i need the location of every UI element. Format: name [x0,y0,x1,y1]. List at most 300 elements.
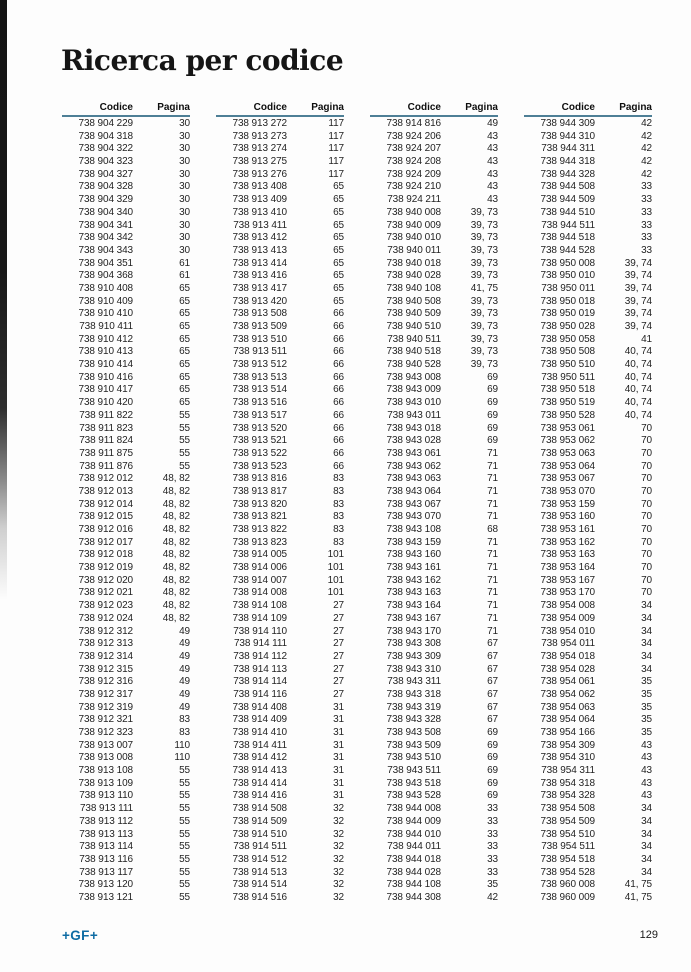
page-cell: 33 [487,866,498,878]
table-row [216,270,344,283]
column-header-pagina: Pagina [465,102,498,113]
page-cell: 70 [641,485,652,497]
code-cell: 738 944 318 [540,156,595,168]
page-cell: 70 [641,435,652,447]
page-cell: 39, 74 [624,270,652,282]
page-cell: 65 [179,295,190,307]
page-cell: 70 [641,511,652,523]
code-cell: 738 904 329 [78,194,133,206]
page-cell: 48, 82 [162,549,190,561]
table-row [62,778,190,791]
table-row [370,803,498,816]
code-table-column-4 [524,102,652,905]
page-cell: 41, 75 [470,282,498,294]
column-header-pagina: Pagina [157,102,190,113]
table-row [370,207,498,220]
page-cell: 69 [487,777,498,789]
code-cell: 738 943 067 [386,498,441,510]
table-row [524,435,652,448]
code-cell: 738 914 109 [232,612,287,624]
table-row [216,346,344,359]
page-cell: 31 [333,739,344,751]
table-row [370,689,498,702]
page-cell: 101 [327,587,344,599]
table-row [62,207,190,220]
code-cell: 738 912 312 [78,625,133,637]
code-cell: 738 914 411 [233,739,287,751]
code-cell: 738 910 420 [78,397,133,409]
code-cell: 738 913 823 [232,536,287,548]
table-row [524,397,652,410]
table-row [524,194,652,207]
page-cell: 83 [333,473,344,485]
page-cell: 40, 74 [624,359,652,371]
code-cell: 738 954 508 [540,803,595,815]
code-cell: 738 914 508 [232,803,287,815]
code-cell: 738 943 164 [386,600,441,612]
page-cell: 27 [333,663,344,675]
page-cell: 65 [179,321,190,332]
table-row [370,626,498,639]
page-cell: 65 [333,232,344,244]
table-row [370,232,498,245]
code-cell: 738 924 206 [386,130,441,142]
page-cell: 33 [641,206,652,218]
table-row [524,562,652,575]
page-cell: 39, 73 [470,321,498,332]
table-row [370,664,498,677]
table-row [62,765,190,778]
table-row [524,321,652,334]
code-cell: 738 910 408 [78,282,133,294]
table-row [370,245,498,258]
page-cell: 35 [641,714,652,726]
table-row [370,638,498,651]
page-cell: 34 [641,841,652,853]
code-cell: 738 954 018 [540,650,595,662]
table-row [62,232,190,245]
code-table-column-3 [370,102,498,905]
page-cell: 55 [179,777,190,789]
page-cell: 61 [179,257,190,269]
code-cell: 738 954 328 [540,790,595,802]
code-cell: 738 913 007 [78,739,133,751]
table-row [62,689,190,702]
page-cell: 39, 73 [470,257,498,269]
page-cell: 33 [641,219,652,231]
table-row [216,549,344,562]
code-cell: 738 943 061 [386,447,441,459]
page-cell: 34 [641,815,652,827]
code-cell: 738 914 108 [232,600,287,612]
code-cell: 738 943 008 [386,371,441,383]
code-cell: 738 954 318 [540,777,595,789]
code-cell: 738 953 061 [540,422,595,434]
code-cell: 738 943 328 [386,714,441,726]
code-cell: 738 913 516 [232,397,287,409]
table-row [216,169,344,182]
code-cell: 738 940 028 [386,270,441,282]
code-cell: 738 912 015 [78,511,133,523]
code-cell: 738 912 319 [78,701,133,713]
code-cell: 738 911 876 [79,460,133,472]
table-row [62,867,190,880]
table-row [62,258,190,271]
page-cell: 83 [333,511,344,523]
table-row [524,143,652,156]
page-cell: 65 [333,194,344,206]
page-cell: 30 [179,181,190,193]
code-cell: 738 904 342 [78,232,133,244]
code-cell: 738 943 308 [386,638,441,650]
table-row [524,626,652,639]
code-cell: 738 913 417 [232,282,287,294]
code-cell: 738 904 322 [78,143,133,155]
code-cell: 738 912 013 [78,485,133,497]
code-cell: 738 913 511 [233,346,287,358]
header-rule [216,115,344,117]
page-cell: 71 [487,460,498,472]
table-row [216,600,344,613]
table-row [370,181,498,194]
code-cell: 738 914 512 [232,853,287,865]
table-row [370,575,498,588]
code-cell: 738 943 010 [386,397,441,409]
table-row [524,803,652,816]
page-cell: 35 [641,676,652,688]
code-cell: 738 913 113 [79,828,133,840]
code-cell: 738 953 163 [540,549,595,561]
code-cell: 738 943 161 [386,562,441,574]
code-cell: 738 940 008 [386,206,441,218]
table-row [62,270,190,283]
table-row [62,727,190,740]
page-cell: 101 [327,562,344,574]
table-row [62,613,190,626]
page-cell: 70 [641,524,652,535]
table-row [216,778,344,791]
page-cell: 101 [327,574,344,586]
table-row [524,372,652,385]
code-cell: 738 943 011 [387,409,441,421]
table-row [62,359,190,372]
table-row [62,410,190,423]
table-row [62,156,190,169]
page-cell: 33 [641,181,652,193]
code-cell: 738 954 510 [540,828,595,840]
page-cell: 39, 73 [470,333,498,345]
table-row [370,283,498,296]
page-cell: 70 [641,447,652,459]
table-row [216,816,344,829]
page-cell: 48, 82 [162,562,190,574]
table-row [216,575,344,588]
page-cell: 34 [641,625,652,637]
code-cell: 738 944 510 [540,206,595,218]
page-cell: 65 [333,257,344,269]
page-cell: 42 [641,168,652,180]
code-cell: 738 940 518 [386,346,441,358]
code-cell: 738 912 314 [78,650,133,662]
page-cell: 71 [487,562,498,574]
page-cell: 49 [179,688,190,700]
code-cell: 738 943 508 [386,727,441,738]
page-cell: 71 [487,612,498,624]
code-cell: 738 913 509 [232,321,287,332]
page-cell: 71 [487,625,498,637]
page-cell: 48, 82 [162,485,190,497]
page-cell: 65 [333,219,344,231]
table-row [370,702,498,715]
page-cell: 55 [179,803,190,815]
table-row [62,486,190,499]
page-cell: 27 [333,676,344,688]
code-cell: 738 913 410 [232,206,287,218]
table-row [62,892,190,905]
table-row [524,714,652,727]
table-row [370,651,498,664]
code-cell: 738 913 276 [232,168,287,180]
table-row [524,473,652,486]
page-cell: 66 [333,409,344,421]
page-cell: 83 [179,727,190,738]
code-cell: 738 943 310 [386,663,441,675]
table-row [216,194,344,207]
page-cell: 39, 73 [470,308,498,320]
table-row [370,892,498,905]
page-cell: 70 [641,562,652,574]
code-cell: 738 943 167 [386,612,441,624]
code-cell: 738 913 116 [79,853,133,865]
table-row [370,676,498,689]
code-cell: 738 913 274 [232,143,287,155]
page-cell: 69 [487,371,498,383]
table-row [524,334,652,347]
page-cell: 35 [641,727,652,738]
table-row [370,220,498,233]
table-row [216,296,344,309]
code-cell: 738 944 309 [540,118,595,129]
page-cell: 65 [333,181,344,193]
code-cell: 738 944 008 [386,803,441,815]
table-row [216,740,344,753]
page-cell: 30 [179,130,190,142]
table-body [524,118,652,905]
table-row [62,702,190,715]
page-cell: 66 [333,308,344,320]
table-row [216,854,344,867]
page-cell: 32 [333,853,344,865]
code-cell: 738 914 516 [232,891,287,903]
code-cell: 738 912 024 [78,612,133,624]
table-row [370,537,498,550]
table-row [62,435,190,448]
code-cell: 738 940 009 [386,219,441,231]
column-header-codice: Codice [253,102,287,113]
page-cell: 110 [174,739,190,751]
code-cell: 738 912 012 [78,473,133,485]
table-row [62,194,190,207]
code-cell: 738 943 311 [387,676,441,688]
table-row [524,245,652,258]
code-cell: 738 913 008 [78,752,133,764]
table-row [524,308,652,321]
code-cell: 738 953 167 [540,574,595,586]
page-cell: 39, 73 [470,359,498,371]
table-row [370,778,498,791]
table-row [216,372,344,385]
page-cell: 34 [641,638,652,650]
table-row [62,511,190,524]
page-cell: 33 [487,815,498,827]
table-row [62,169,190,182]
table-header [62,102,190,114]
page-cell: 40, 74 [624,346,652,358]
code-cell: 738 913 817 [232,485,287,497]
table-row [62,473,190,486]
code-table-column-1 [62,102,190,905]
code-cell: 738 913 273 [232,130,287,142]
table-row [62,587,190,600]
table-row [370,384,498,397]
code-cell: 738 913 522 [232,447,287,459]
table-row [62,854,190,867]
code-cell: 738 940 508 [386,295,441,307]
table-row [216,765,344,778]
code-cell: 738 943 309 [386,650,441,662]
page-cell: 32 [333,866,344,878]
code-cell: 738 954 010 [540,625,595,637]
code-cell: 738 940 018 [386,257,441,269]
page-cell: 71 [487,574,498,586]
table-row [524,689,652,702]
table-row [524,258,652,271]
table-row [62,549,190,562]
table-row [62,752,190,765]
code-cell: 738 913 120 [78,879,133,891]
page-cell: 49 [179,650,190,662]
table-row [216,143,344,156]
code-cell: 738 910 412 [78,333,133,345]
code-cell: 738 912 021 [78,587,133,599]
table-row [370,587,498,600]
code-cell: 738 944 518 [540,232,595,244]
page-cell: 67 [487,676,498,688]
page-cell: 71 [487,536,498,548]
code-cell: 738 913 121 [78,891,133,903]
table-row [216,676,344,689]
page-cell: 70 [641,587,652,599]
table-row [62,829,190,842]
code-cell: 738 904 351 [78,257,133,269]
page-cell: 34 [641,600,652,612]
code-cell: 738 911 823 [79,422,133,434]
page-cell: 39, 73 [470,270,498,282]
code-cell: 738 943 163 [386,587,441,599]
table-row [216,841,344,854]
page-cell: 70 [641,460,652,472]
table-row [62,651,190,664]
table-row [524,549,652,562]
code-cell: 738 912 017 [78,536,133,548]
table-row [524,296,652,309]
page-cell: 43 [641,739,652,751]
table-row [524,841,652,854]
code-cell: 738 913 508 [232,308,287,320]
code-cell: 738 950 019 [540,308,595,320]
table-row [524,220,652,233]
code-cell: 738 912 023 [78,600,133,612]
table-row [216,207,344,220]
table-row [370,714,498,727]
table-row [62,334,190,347]
page-cell: 34 [641,663,652,675]
page-cell: 67 [487,638,498,650]
page-cell: 31 [333,752,344,764]
page-cell: 70 [641,473,652,485]
table-row [524,181,652,194]
code-cell: 738 904 343 [78,244,133,256]
page-cell: 43 [487,143,498,155]
table-row [216,334,344,347]
code-cell: 738 914 111 [233,638,287,650]
page-cell: 43 [487,130,498,142]
table-row [524,600,652,613]
code-cell: 738 953 062 [540,435,595,447]
table-row [370,854,498,867]
header-rule [524,115,652,117]
page-cell: 65 [179,371,190,383]
table-row [216,435,344,448]
table-row [216,562,344,575]
table-row [524,702,652,715]
table-row [524,816,652,829]
page-cell: 31 [333,701,344,713]
code-cell: 738 914 816 [386,118,441,129]
page-cell: 55 [179,409,190,421]
table-row [370,334,498,347]
page-cell: 42 [641,118,652,129]
page-cell: 32 [333,828,344,840]
page-cell: 65 [179,359,190,371]
code-cell: 738 944 528 [540,244,595,256]
table-row [216,423,344,436]
page-cell: 34 [641,612,652,624]
gf-logo: +GF+ [62,928,99,943]
code-cell: 738 910 410 [78,308,133,320]
table-row [370,473,498,486]
table-header [216,102,344,114]
code-cell: 738 914 416 [232,790,287,802]
table-row [524,587,652,600]
code-cell: 738 940 509 [386,308,441,320]
table-row [370,600,498,613]
page-cell: 83 [333,498,344,510]
code-cell: 738 914 412 [232,752,287,764]
table-body [370,118,498,905]
table-row [370,613,498,626]
header-rule [370,115,498,117]
table-row [370,359,498,372]
code-cell: 738 943 318 [386,688,441,700]
table-row [62,626,190,639]
code-cell: 738 904 340 [78,206,133,218]
page-cell: 32 [333,841,344,853]
page-cell: 65 [333,270,344,282]
page-cell: 65 [333,295,344,307]
table-row [216,220,344,233]
table-row [62,448,190,461]
